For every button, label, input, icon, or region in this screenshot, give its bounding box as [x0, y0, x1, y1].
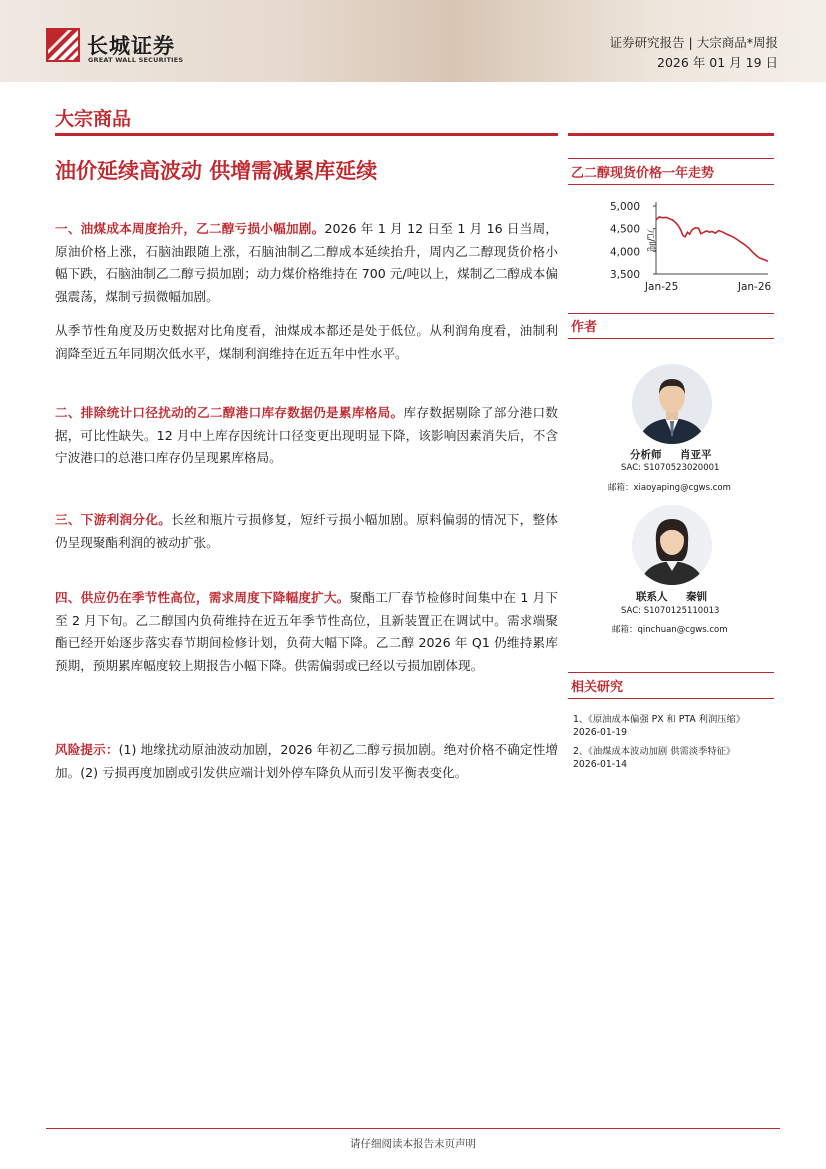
section-2	[55, 402, 558, 470]
company-logo	[46, 28, 196, 68]
y-tick-label: 4,500	[609, 223, 640, 236]
related-research-heading: 相关研究	[571, 680, 624, 695]
related-report-link[interactable]: 1、《原油成本偏强 PX 和 PTA 利润压缩》	[573, 714, 746, 725]
price-chart-svg	[568, 194, 774, 304]
y-tick-label: 4,000	[609, 246, 640, 259]
risk-heading: 风险提示：	[55, 742, 119, 757]
related-report-date: 2026-01-14	[573, 759, 628, 770]
contact-name: 秦钏	[686, 591, 707, 603]
y-axis-label: 元/吨	[645, 228, 656, 252]
analyst-sac: SAC: S1070523020001	[621, 463, 720, 473]
male-portrait-icon	[632, 364, 712, 444]
report-title: 油价延续高波动 供增需减累库延续	[55, 159, 378, 183]
report-type: 证券研究报告 | 大宗商品*周报	[609, 35, 778, 50]
section-heading: 二、排除统计口径扰动的乙二醇港口库存数据仍是累库格局。	[55, 405, 404, 420]
divider	[55, 133, 558, 136]
divider	[568, 672, 774, 673]
report-date: 2026 年 01 月 19 日	[657, 55, 778, 70]
section-3	[55, 509, 558, 554]
category-label: 大宗商品	[55, 108, 132, 130]
section-1b	[55, 320, 558, 365]
analyst-role: 分析师	[630, 449, 662, 461]
contact-sac: SAC: S1070125110013	[621, 606, 720, 616]
related-report-date: 2026-01-19	[573, 727, 628, 738]
price-chart	[568, 194, 774, 304]
logo-chinese-name: 长城证券	[87, 34, 175, 58]
section-heading: 三、下游利润分化。	[55, 512, 172, 527]
y-tick-label: 3,500	[609, 269, 640, 281]
series-line-price	[656, 217, 768, 261]
divider	[568, 133, 774, 136]
divider	[568, 698, 774, 699]
logo-english-name: GREAT WALL SECURITIES	[88, 56, 184, 64]
section-heading: 一、油煤成本周度抬升，乙二醇亏损小幅加剧。	[55, 221, 325, 236]
contact-role: 联系人	[636, 591, 668, 603]
section-text: 库存数据剔除了部分港口数据，可比性缺失。12 月中上库存因统计口径变更出现明显下降，该影响因素消失后，不含宁波港口的总港口库存仍呈现累库格局。	[55, 405, 559, 466]
risk-text: (1) 地缘扰动原油波动加剧，2026 年初乙二醇亏损加剧。绝对价格不确定性增加。(2) 亏损再度加剧或引发供应端计划外停车降负从而引发平衡表变化。	[55, 742, 558, 780]
footer-disclaimer: 请仔细阅读本报告末页声明	[350, 1138, 476, 1150]
x-tick-label: Jan-26	[737, 281, 772, 293]
x-tick-label: Jan-25	[644, 281, 679, 293]
divider	[568, 313, 774, 314]
section-heading: 四、供应仍在季节性高位，需求周度下降幅度扩大。	[55, 590, 350, 605]
section-text: 长丝和瓶片亏损修复，短纤亏损小幅加剧。原料偏弱的情况下，整体仍呈现聚酯利润的被动扩张。	[55, 512, 559, 550]
authors-heading: 作者	[571, 320, 598, 335]
contact-email[interactable]: 邮箱：qinchuan@cgws.com	[612, 625, 728, 635]
analyst-name: 肖亚平	[680, 449, 712, 461]
great-wall-logo-icon	[46, 28, 80, 62]
analyst-avatar	[632, 364, 712, 444]
contact-avatar	[632, 505, 712, 585]
female-portrait-icon	[632, 505, 712, 585]
related-report-link[interactable]: 2、《油煤成本波动加剧 供需淡季特征》	[573, 746, 736, 757]
section-text: 聚酯工厂春节检修时间集中在 1 月下至 2 月下旬。乙二醇国内负荷维持在近五年季节性高位，且新装置正在调试中。需求端聚酯已经开始逐步落实春节期间检修计划，负荷大幅下降。乙二醇 2026 年 Q1 仍维持累库预期，预期累库幅度较上期报告小幅下降。供需偏弱或已经以亏损加剧体现。	[55, 590, 558, 674]
analyst-email[interactable]: 邮箱：xiaoyaping@cgws.com	[608, 483, 731, 493]
y-tick-label: 5,000	[609, 201, 640, 213]
divider	[568, 184, 774, 185]
risk-warning	[55, 739, 558, 784]
page-header	[0, 0, 826, 82]
divider	[568, 158, 774, 159]
section-text: 2026 年 1 月 12 日至 1 月 16 日当周，原油价格上涨，石脑油跟随上涨，石脑油制乙二醇成本延续抬升，周内乙二醇现货价格小幅下跌，石脑油制乙二醇亏损加剧；动力煤价格维持在 700 元/吨以上，煤制乙二醇成本偏强震荡，煤制亏损微幅加剧。	[55, 221, 559, 305]
divider	[568, 338, 774, 339]
chart-title: 乙二醇现货价格一年走势	[571, 166, 715, 181]
section-1	[55, 218, 558, 309]
section-text: 从季节性角度及历史数据对比角度看，油煤成本都还是处于低位。从利润角度看，油制利润降至近五年同期次低水平，煤制利润维持在近五年中性水平。	[55, 323, 558, 361]
section-4	[55, 587, 558, 678]
footer-divider	[46, 1128, 780, 1129]
